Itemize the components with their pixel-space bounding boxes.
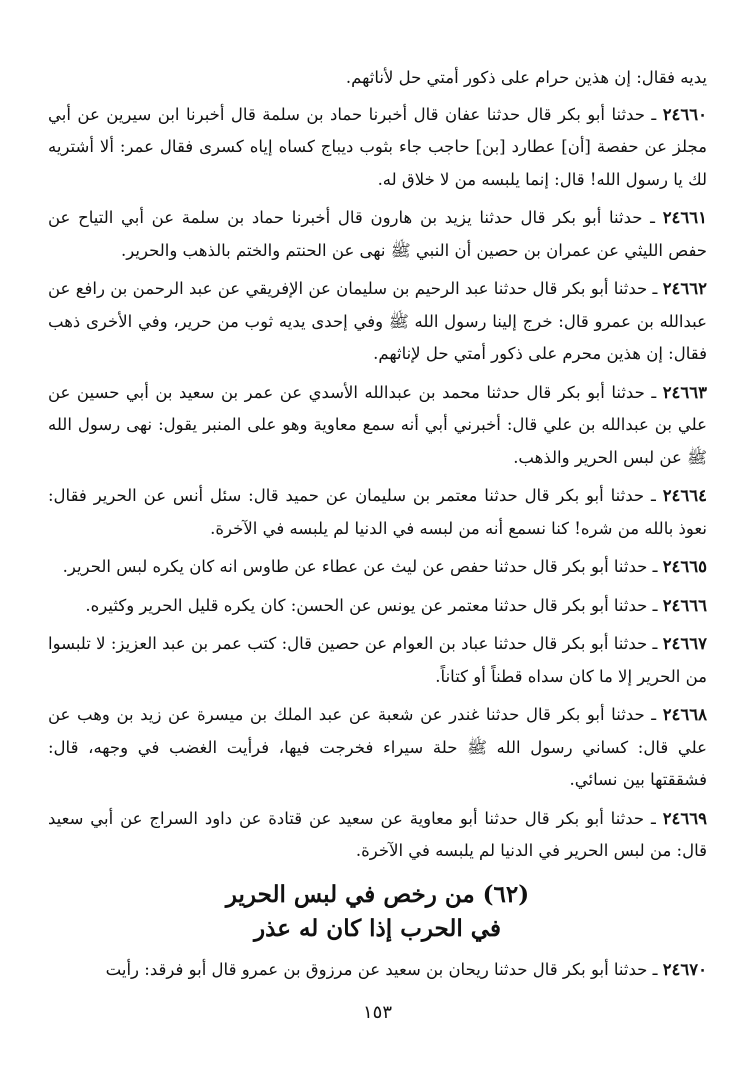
- chapter-heading-line-1: (٦٢) من رخص في لبس الحرير: [225, 880, 530, 908]
- hadith-text: ـ حدثنا أبو بكر قال حدثنا عفان قال أخبرنا حماد بن سلمة قال أخبرنا ابن سيرين عن أبي مجلز عن حفصة [أن] عطارد [بن] حاجب جاء بثوب ديباج كساه إياه كسرى فقال عمر: ألا أشتريه لك يا رسول الله! قال: إنما يلبسه من لا خلاق له.: [48, 104, 707, 189]
- chapter-heading-line-2: في الحرب إذا كان له عذر: [254, 914, 501, 942]
- hadith-number: ٢٤٦٦٨: [662, 705, 707, 724]
- hadith-24664: [48, 480, 707, 545]
- hadith-24660: [48, 99, 707, 197]
- hadith-text: ـ حدثنا أبو بكر قال حدثنا غندر عن شعبة عن عبد الملك بن ميسرة عن زيد بن وهب عن علي قال: كساني رسول الله ﷺ حلة سيراء فخرجت فيها، فرأيت الغضب في وجهه، قال: فشققتها بين نسائي.: [48, 705, 707, 789]
- hadith-text: ـ حدثنا أبو بكر قال حدثنا عبد الرحيم بن سليمان عن الإفريقي عن عبد الرحمن بن رافع عن عبدالله بن عمرو قال: خرج إلينا رسول الله ﷺ وفي إحدى يديه ثوب من حرير، وفي الأخرى ذهب فقال: إن هذين محرم على ذكور أمتي حل لإناثهم.: [48, 279, 707, 363]
- hadith-number: ٢٤٦٦٢: [662, 279, 707, 298]
- hadith-text: ـ حدثنا أبو بكر قال حدثنا ريحان بن سعيد عن مرزوق بن عمرو قال أبو فرقد: رأيت: [105, 959, 658, 979]
- hadith-list: [48, 99, 707, 868]
- hadith-number: ٢٤٦٦٧: [662, 634, 707, 653]
- hadith-number: ٢٤٦٦٩: [662, 808, 707, 828]
- hadith-number: ٢٤٦٦٠: [662, 104, 707, 124]
- hadith-24662: [48, 273, 707, 371]
- hadith-24669: [48, 803, 707, 868]
- hadith-24661: [48, 202, 707, 267]
- hadith-text: ـ حدثنا أبو بكر قال حدثنا حفص عن ليث عن عطاء عن طاوس انه كان يكره لبس الحرير.: [62, 557, 658, 576]
- hadith-text: ـ حدثنا أبو بكر قال حدثنا أبو معاوية عن سعيد عن قتادة عن داود السراج عن أبي سعيد قال: من لبس الحرير في الدنيا لم يلبسه في الآخرة.: [48, 808, 707, 860]
- hadith-24667: [48, 628, 707, 693]
- hadith-number: ٢٤٦٦٥: [662, 557, 707, 576]
- hadith-24663: [48, 377, 707, 475]
- chapter-heading: [48, 878, 707, 946]
- hadith-text: ـ حدثنا أبو بكر قال حدثنا محمد بن عبدالله الأسدي عن عمر بن سعيد بن أبي حسين عن علي بن عبدالله بن علي قال: أخبرني أبي أنه سمع معاوية وهو على المنبر يقول: نهى رسول الله ﷺ عن لبس الحرير والذهب.: [48, 382, 707, 467]
- hadith-number: ٢٤٦٦٣: [662, 382, 707, 402]
- page-number: ١٥٣: [362, 1002, 392, 1023]
- hadith-24665: [48, 551, 707, 584]
- hadith-text: ـ حدثنا أبو بكر قال حدثنا يزيد بن هارون قال أخبرنا حماد بن سلمة عن أبي التياح عن حفص الليثي عن عمران بن حصين أن النبي ﷺ نهى عن الحنتم والختم بالذهب والحرير.: [48, 208, 707, 260]
- hadith-number: ٢٤٦٦١: [662, 208, 707, 227]
- hadith-24670: [48, 954, 707, 987]
- hadith-24668: [48, 699, 707, 797]
- hadith-text: ـ حدثنا أبو بكر قال حدثنا عباد بن العوام عن حصين قال: كتب عمر بن عبد العزيز: لا تلبسوا من الحرير إلا ما كان سداه قطناً أو كتاناً.: [48, 634, 707, 686]
- hadith-text: ـ حدثنا أبو بكر قال حدثنا معتمر عن يونس عن الحسن: كان يكره قليل الحرير وكثيره.: [85, 595, 658, 615]
- hadith-number: ٢٤٦٦٦: [662, 595, 707, 615]
- hadith-24666: [48, 590, 707, 623]
- hadith-number: ٢٤٦٦٤: [662, 486, 707, 505]
- hadith-text: ـ حدثنا أبو بكر قال حدثنا معتمر بن سليمان عن حميد قال: سئل أنس عن الحرير فقال: نعوذ بالله من شره! كنا نسمع أنه من لبسه في الدنيا لم يلبسه في الآخرة.: [48, 486, 707, 538]
- continuation-text: يديه فقال: إن هذين حرام على ذكور أمتي حل لأناثهم.: [345, 68, 707, 87]
- hadith-number: ٢٤٦٧٠: [662, 959, 707, 979]
